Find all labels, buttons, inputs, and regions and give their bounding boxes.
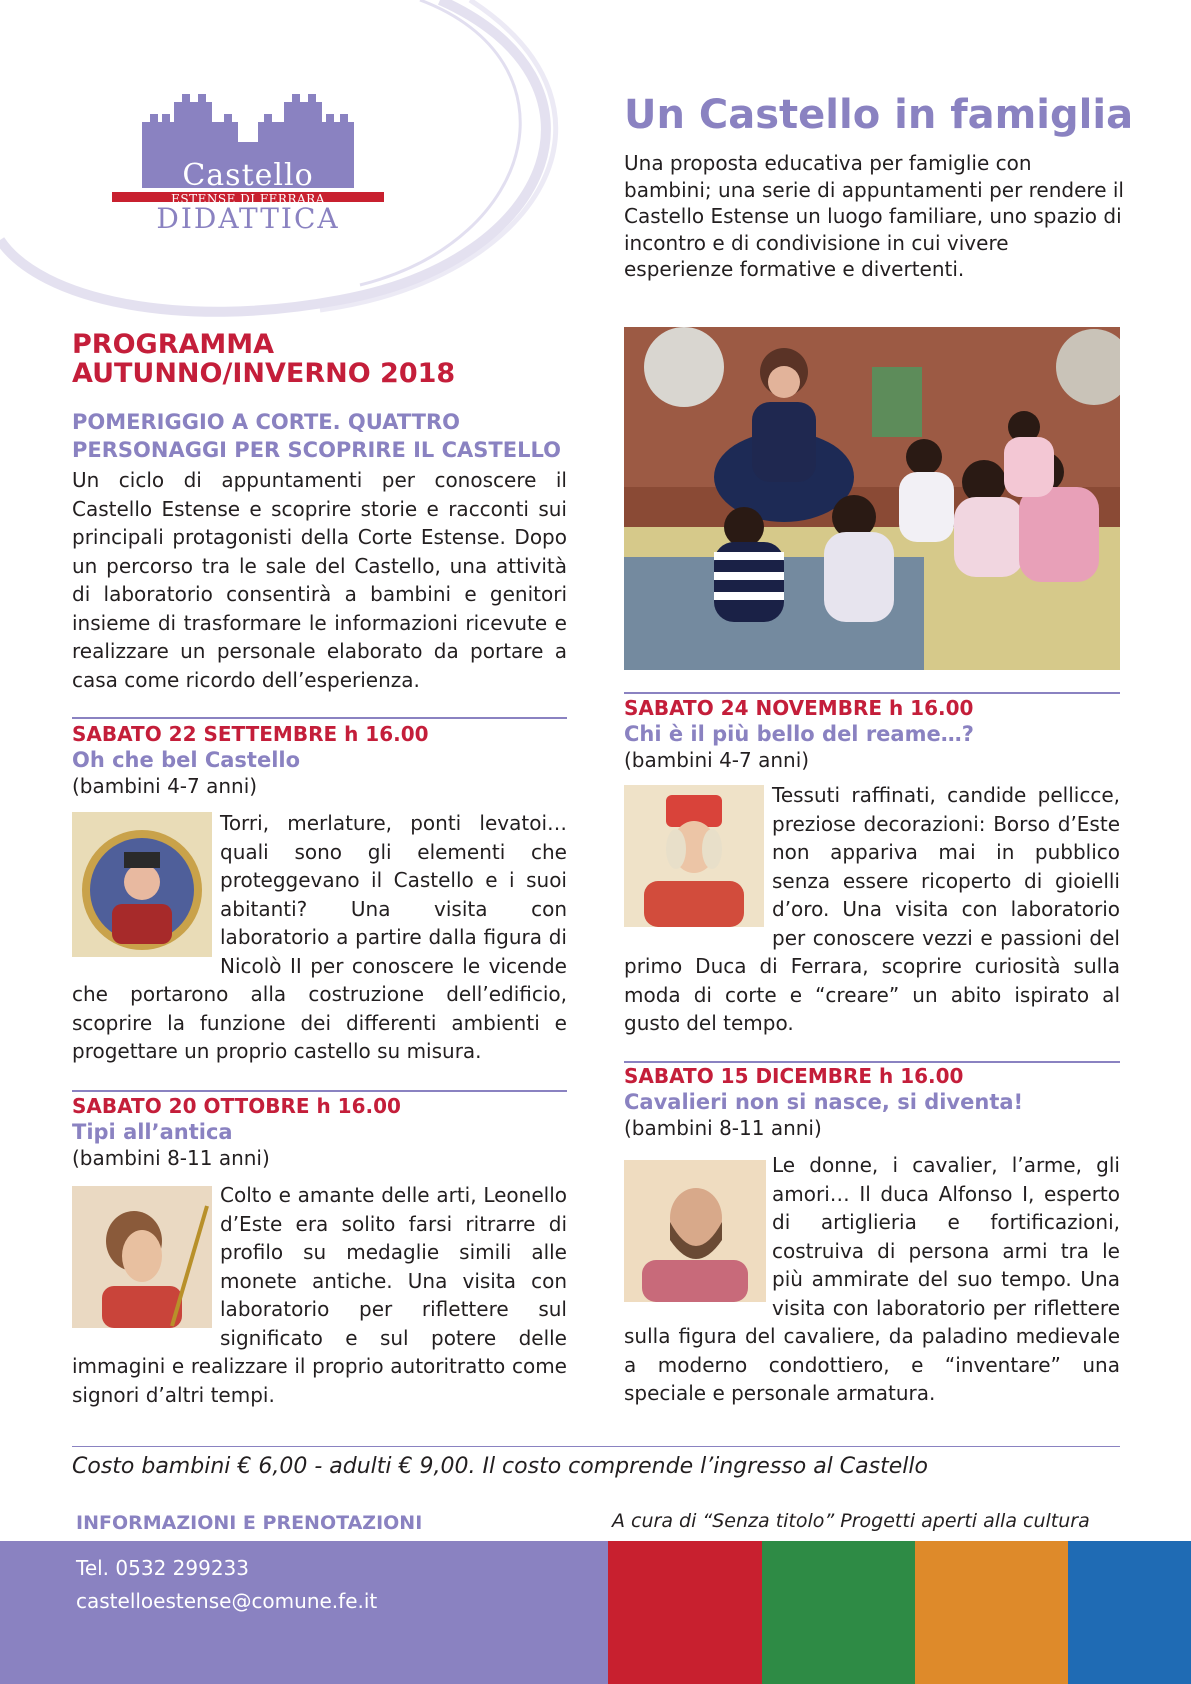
event-2-date: SABATO 20 OTTOBRE h 16.00 [72, 1094, 401, 1118]
phone-number: Tel. 0532 299233 [76, 1556, 249, 1580]
curated-by: A cura di “Senza titolo” Progetti aperti alla cultura [612, 1510, 1090, 1532]
stripe-orange [915, 1541, 1068, 1684]
program-title-line2: AUTUNNO/INVERNO 2018 [72, 358, 456, 389]
event-2-text: Colto e amante delle arti, Leonello d’Este era solito farsi ritrarre di profilo su medaglie simili alle monete antiche. Una visita con laboratorio per riflettere sul significato e sul potere delle immagini e realizzare il proprio autoritratto come signori d’altri tempi. [72, 1183, 567, 1407]
event-3-age: (bambini 4-7 anni) [624, 748, 810, 772]
event-3-text-image-spacer [624, 781, 772, 931]
info-label: INFORMAZIONI E PRENOTAZIONI [76, 1512, 423, 1534]
divider-footer [72, 1446, 1120, 1447]
event-2-text-image-spacer [72, 1181, 220, 1331]
cost-note: Costo bambini € 6,00 - adulti € 9,00. Il costo comprende l’ingresso al Castello [72, 1454, 928, 1479]
divider-event-4 [624, 1061, 1120, 1063]
event-1-date: SABATO 22 SETTEMBRE h 16.00 [72, 722, 429, 746]
event-3-date: SABATO 24 NOVEMBRE h 16.00 [624, 696, 974, 720]
logo-text-didattica: DIDATTICA [156, 202, 340, 235]
event-4 [624, 1064, 1120, 1140]
event-1-age: (bambini 4-7 anni) [72, 774, 258, 798]
intro-paragraph: Una proposta educativa per famiglie con bambini; una serie di appuntamenti per rendere il Castello Estense un luogo familiare, uno spazio di incontro e di condivisione in cui vivere esperienze formative e divertenti. [624, 151, 1124, 281]
page-title: Un Castello in famiglia [624, 92, 1134, 138]
event-1-title: Oh che bel Castello [72, 748, 301, 772]
logo-text-estense: ESTENSE DI FERRARA [171, 192, 325, 206]
logo-text-castello: Castello [182, 158, 314, 193]
event-3 [624, 696, 1120, 772]
stripe-green [762, 1541, 915, 1684]
program-title-line1: PROGRAMMA [72, 329, 275, 360]
event-2-age: (bambini 8-11 anni) [72, 1146, 270, 1170]
stripe-red [608, 1541, 762, 1684]
event-3-text: Tessuti raffinati, candide pellicce, preziose decorazioni: Borso d’Este non appariva mai in pubblico senza essere ricoperto di gioielli d’oro. Una visita con laboratorio per conoscere vezzi e passioni del primo Duca di Ferrara, scoprire curiosità sulla moda di corte e “creare” un abito ispirato al gusto del tempo. [624, 783, 1120, 1035]
event-2 [72, 1094, 567, 1170]
event-2-title: Tipi all’antica [72, 1120, 233, 1144]
children-reading-photo [624, 327, 1120, 670]
program-description: Un ciclo di appuntamenti per conoscere il Castello Estense e scoprire storie e racconti sui principali protagonisti della Corte Estense. Dopo un percorso tra le sale del Castello, una attività di laboratorio consentirà a bambini e genitori insieme di trasformare le informazioni ricevute e realizzare un personale elaborato da portare a casa come ricordo dell’esperienza. [72, 468, 567, 692]
stripe-blue [1068, 1541, 1191, 1684]
email-link[interactable]: castelloestense@comune.fe.it [76, 1589, 378, 1613]
event-4-text: Le donne, i cavalier, l’arme, gli amori… Il duca Alfonso I, esperto di artiglieria e fortificazioni, costruiva di persona armi tra le più ammirate del suo tempo. Una visita con laboratorio per riflettere sulla figura del cavaliere, da paladino medievale a moderno condottiero, e “inventare” una speciale e personale armatura. [624, 1153, 1120, 1405]
event-3-title: Chi è il più bello del reame…? [624, 722, 974, 746]
event-4-age: (bambini 8-11 anni) [624, 1116, 822, 1140]
divider-event-1 [72, 717, 567, 719]
event-1 [72, 722, 567, 798]
event-4-text-image-spacer [624, 1151, 772, 1301]
program-subtitle: POMERIGGIO A CORTE. QUATTRO PERSONAGGI PER SCOPRIRE IL CASTELLO [72, 410, 561, 462]
event-1-text-image-spacer [72, 809, 220, 959]
event-1-text: Torri, merlature, ponti levatoi… quali sono gli elementi che proteggevano il Castello e i suoi abitanti? Una visita con laboratorio a partire dalla figura di Nicolò II per conoscere le vicende che portarono alla costruzione dell’edificio, scoprire la funzione dei differenti ambienti e progettare un proprio castello su misura. [72, 811, 567, 1063]
divider-event-3 [624, 692, 1120, 694]
event-4-date: SABATO 15 DICEMBRE h 16.00 [624, 1064, 964, 1088]
event-4-title: Cavalieri non si nasce, si diventa! [624, 1090, 1024, 1114]
divider-event-2 [72, 1090, 567, 1092]
program-title [72, 330, 455, 388]
